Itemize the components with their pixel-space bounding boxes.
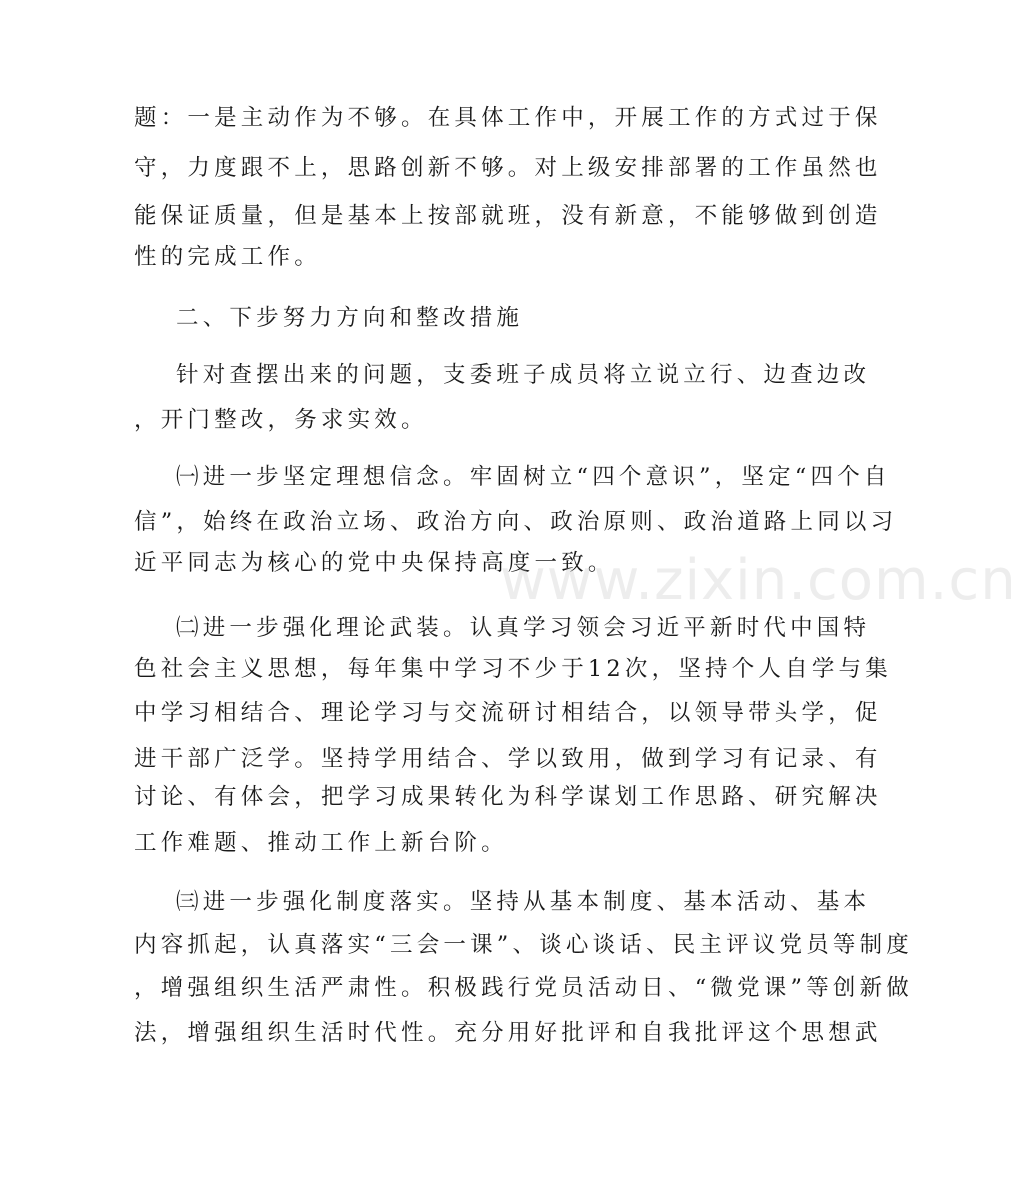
paragraph-line: 色社会主义思想，每年集中学习不少于12次，坚持个人自学与集 xyxy=(134,656,892,682)
paragraph-line: 近平同志为核心的党中央保持高度一致。 xyxy=(134,550,615,576)
section-heading: 二、下步努力方向和整改措施 xyxy=(176,305,524,331)
paragraph-line: ，增强组织生活严肃性。积极践行党员活动日、“微党课”等创新做 xyxy=(134,975,914,1001)
paragraph-line: 中学习相结合、理论学习与交流研讨相结合，以领导带头学，促 xyxy=(134,700,882,726)
paragraph-line: ，开门整改，务求实效。 xyxy=(134,407,428,433)
paragraph-line: 法，增强组织生活时代性。充分用好批评和自我批评这个思想武 xyxy=(134,1020,882,1046)
paragraph-line: 内容抓起，认真落实“三会一课”、谈心谈话、民主评议党员等制度 xyxy=(134,932,914,958)
paragraph-line: 讨论、有体会，把学习成果转化为科学谋划工作思路、研究解决 xyxy=(134,784,882,810)
paragraph-line: 进干部广泛学。坚持学用结合、学以致用，做到学习有记录、有 xyxy=(134,746,882,772)
paragraph-line: 守，力度跟不上，思路创新不够。对上级安排部署的工作虽然也 xyxy=(134,155,882,181)
paragraph-line: 工作难题、推动工作上新台阶。 xyxy=(134,830,508,856)
paragraph-line: 性的完成工作。 xyxy=(134,244,321,270)
paragraph-line: 题：一是主动作为不够。在具体工作中，开展工作的方式过于保 xyxy=(134,105,882,131)
paragraph-line: 针对查摆出来的问题，支委班子成员将立说立行、边查边改 xyxy=(176,362,871,388)
paragraph-line: 信”，始终在政治立场、政治方向、政治原则、政治道路上同以习 xyxy=(134,509,898,535)
paragraph-line: ㈠进一步坚定理想信念。牢固树立“四个意识”，坚定“四个自 xyxy=(176,464,891,490)
paragraph-line: 能保证质量，但是基本上按部就班，没有新意，不能够做到创造 xyxy=(134,203,882,229)
watermark: www.zixin.com.cn xyxy=(500,548,1017,613)
paragraph-line: ㈢进一步强化制度落实。坚持从基本制度、基本活动、基本 xyxy=(176,889,871,915)
paragraph-line: ㈡进一步强化理论武装。认真学习领会习近平新时代中国特 xyxy=(176,615,871,641)
